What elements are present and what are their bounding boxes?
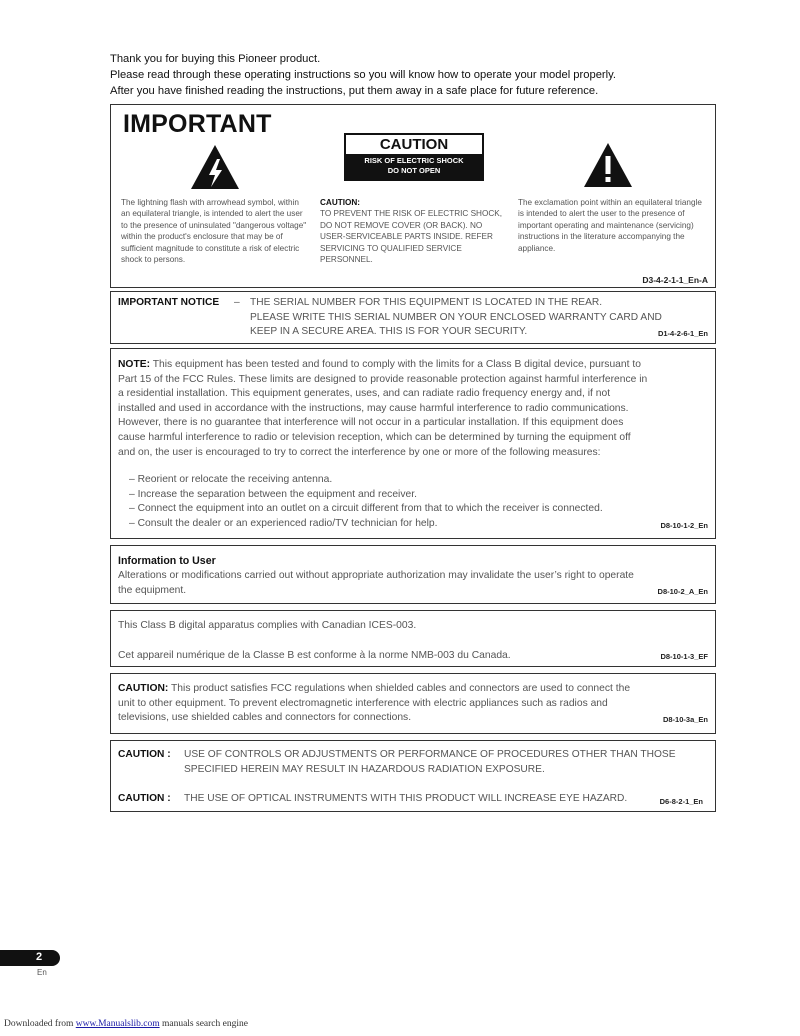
notice-line: KEEP IN A SECURE AREA. THIS IS FOR YOUR SECURITY. xyxy=(250,326,528,338)
class-b-box xyxy=(110,610,716,667)
lightning-explanation: The lightning flash with arrowhead symbol, within an equilateral triangle, is intended to alert the user to the presence of uninsulated "dangerous voltage" within the product's enclosure that may be of sufficient magnitude to constitute a risk of electric shock to persons. xyxy=(121,198,307,265)
cables-text xyxy=(118,682,712,726)
notice-label: IMPORTANT NOTICE xyxy=(118,297,220,308)
class-b-english: This Class B digital apparatus complies with Canadian ICES-003. xyxy=(118,620,417,631)
info-line: the equipment. xyxy=(118,584,187,596)
footer-suffix: manuals search engine xyxy=(159,1019,248,1029)
page-number-tab xyxy=(0,950,60,966)
exclamation-explanation: The exclamation point within an equilateral triangle is intended to alert the user to the presence of important operating and maintenance (servicing) instructions in the literature accompanying the appliance. xyxy=(518,198,702,253)
list-item: – Reorient or relocate the receiving antenna. xyxy=(129,474,333,485)
exclamation-warning-icon xyxy=(582,141,634,189)
notice-line: PLEASE WRITE THIS SERIAL NUMBER ON YOUR ENCLOSED WARRANTY CARD AND xyxy=(250,311,662,323)
lightning-warning-icon xyxy=(189,143,241,191)
list-item: – Connect the equipment into an outlet on a circuit different from that to which the receiver is connected. xyxy=(129,503,603,515)
caution-label-sub-line: DO NOT OPEN xyxy=(387,166,441,175)
footer-prefix: Downloaded from xyxy=(4,1019,76,1029)
laser-caution-line: SPECIFIED HEREIN MAY RESULT IN HAZARDOUS RADIATION EXPOSURE. xyxy=(184,763,545,775)
laser-caution-label: CAUTION : xyxy=(118,749,171,760)
note-line: and on, the user is encouraged to try to correct the interference by one or more of the following measures: xyxy=(118,446,601,458)
notice-line: THE SERIAL NUMBER FOR THIS EQUIPMENT IS LOCATED IN THE REAR. xyxy=(250,297,603,308)
fcc-note-box xyxy=(110,348,716,539)
list-item: – Consult the dealer or an experienced radio/TV technician for help. xyxy=(129,517,438,529)
list-item: – Increase the separation between the equipment and receiver. xyxy=(129,488,417,500)
caution-label-sub-line: RISK OF ELECTRIC SHOCK xyxy=(364,156,464,165)
doc-code: D8-10-1-2_En xyxy=(660,521,708,530)
doc-code: D8-10-1-3_EF xyxy=(660,652,708,661)
doc-code: D6-8-2-1_En xyxy=(659,797,703,806)
caution-explanation-text: TO PREVENT THE RISK OF ELECTRIC SHOCK, DO NOT REMOVE COVER (OR BACK). NO USER-SERVICEABLE PARTS INSIDE. REFER SERVICING TO QUALIFIED SERVICE PERSONNEL. xyxy=(320,209,502,265)
shielded-cables-box xyxy=(110,673,716,734)
measures-list xyxy=(129,473,603,531)
page-language: En xyxy=(37,968,47,977)
doc-code: D3-4-2-1-1_En-A xyxy=(642,275,708,285)
intro-line: After you have finished reading the instructions, put them away in a safe place for future reference. xyxy=(110,85,599,97)
note-line: However, there is no guarantee that interference will not occur in a particular installation. If this equipment does xyxy=(118,417,624,429)
important-title: IMPORTANT xyxy=(123,110,272,138)
laser-caution-box xyxy=(110,740,716,812)
cables-line: This product satisfies FCC regulations when shielded cables and connectors are used to connect the xyxy=(168,683,631,694)
important-box xyxy=(110,104,716,288)
important-notice-box xyxy=(110,291,716,344)
doc-code: D8-10-3a_En xyxy=(662,715,708,724)
caution-label-title: CAUTION xyxy=(379,136,449,153)
note-text xyxy=(118,358,712,460)
cables-line: televisions, use shielded cables and connectors for connections. xyxy=(118,712,412,724)
notice-text xyxy=(250,296,705,340)
cables-label: CAUTION: xyxy=(118,683,169,694)
caution-explanation-label: CAUTION: xyxy=(320,198,361,207)
caution-label-sub xyxy=(346,154,482,179)
doc-code: D8-10-2_A_En xyxy=(657,587,708,596)
info-to-user-box xyxy=(110,545,716,604)
laser-caution-text xyxy=(184,748,676,777)
info-text xyxy=(118,569,712,598)
note-line: installed and used in accordance with the instructions, may cause harmful interference to radio communications. xyxy=(118,402,629,414)
optical-caution-text: THE USE OF OPTICAL INSTRUMENTS WITH THIS PRODUCT WILL INCREASE EYE HAZARD. xyxy=(184,793,628,804)
caution-label xyxy=(344,133,484,181)
class-b-french: Cet appareil numérique de la Classe B est conforme à la norme NMB-003 du Canada. xyxy=(118,650,511,661)
note-line: This equipment has been tested and found to comply with the limits for a Class B digital device, pursuant to xyxy=(150,359,641,370)
optical-caution-label: CAUTION : xyxy=(118,793,171,804)
note-line: Part 15 of the FCC Rules. These limits are designed to provide reasonable protection against harmful interference in xyxy=(118,373,648,385)
cables-line: unit to other equipment. To prevent electromagnetic interference with electric appliances such as radios and xyxy=(118,697,608,709)
notice-dash: – xyxy=(234,297,240,308)
page-number: 2 xyxy=(36,951,43,963)
manualslib-link[interactable]: www.Manualslib.com xyxy=(75,1019,160,1029)
doc-code: D1-4-2-6-1_En xyxy=(657,329,708,338)
intro-text xyxy=(110,51,750,99)
laser-caution-line: USE OF CONTROLS OR ADJUSTMENTS OR PERFORMANCE OF PROCEDURES OTHER THAN THOSE xyxy=(184,749,676,760)
note-line: cause harmful interference to radio or television reception, which can be determined by turning the equipment off xyxy=(118,431,631,443)
note-label: NOTE: xyxy=(118,359,151,370)
caution-explanation xyxy=(320,197,502,265)
note-line: a residential installation. This equipment generates, uses, and can radiate radio frequency energy and, if not xyxy=(118,388,611,400)
download-footer xyxy=(4,1019,248,1029)
intro-line: Please read through these operating instructions so you will know how to operate your model properly. xyxy=(110,69,616,81)
info-title: Information to User xyxy=(118,555,216,567)
intro-line: Thank you for buying this Pioneer product. xyxy=(110,53,321,65)
info-line: Alterations or modifications carried out without appropriate authorization may invalidate the user’s right to operate xyxy=(118,570,634,581)
